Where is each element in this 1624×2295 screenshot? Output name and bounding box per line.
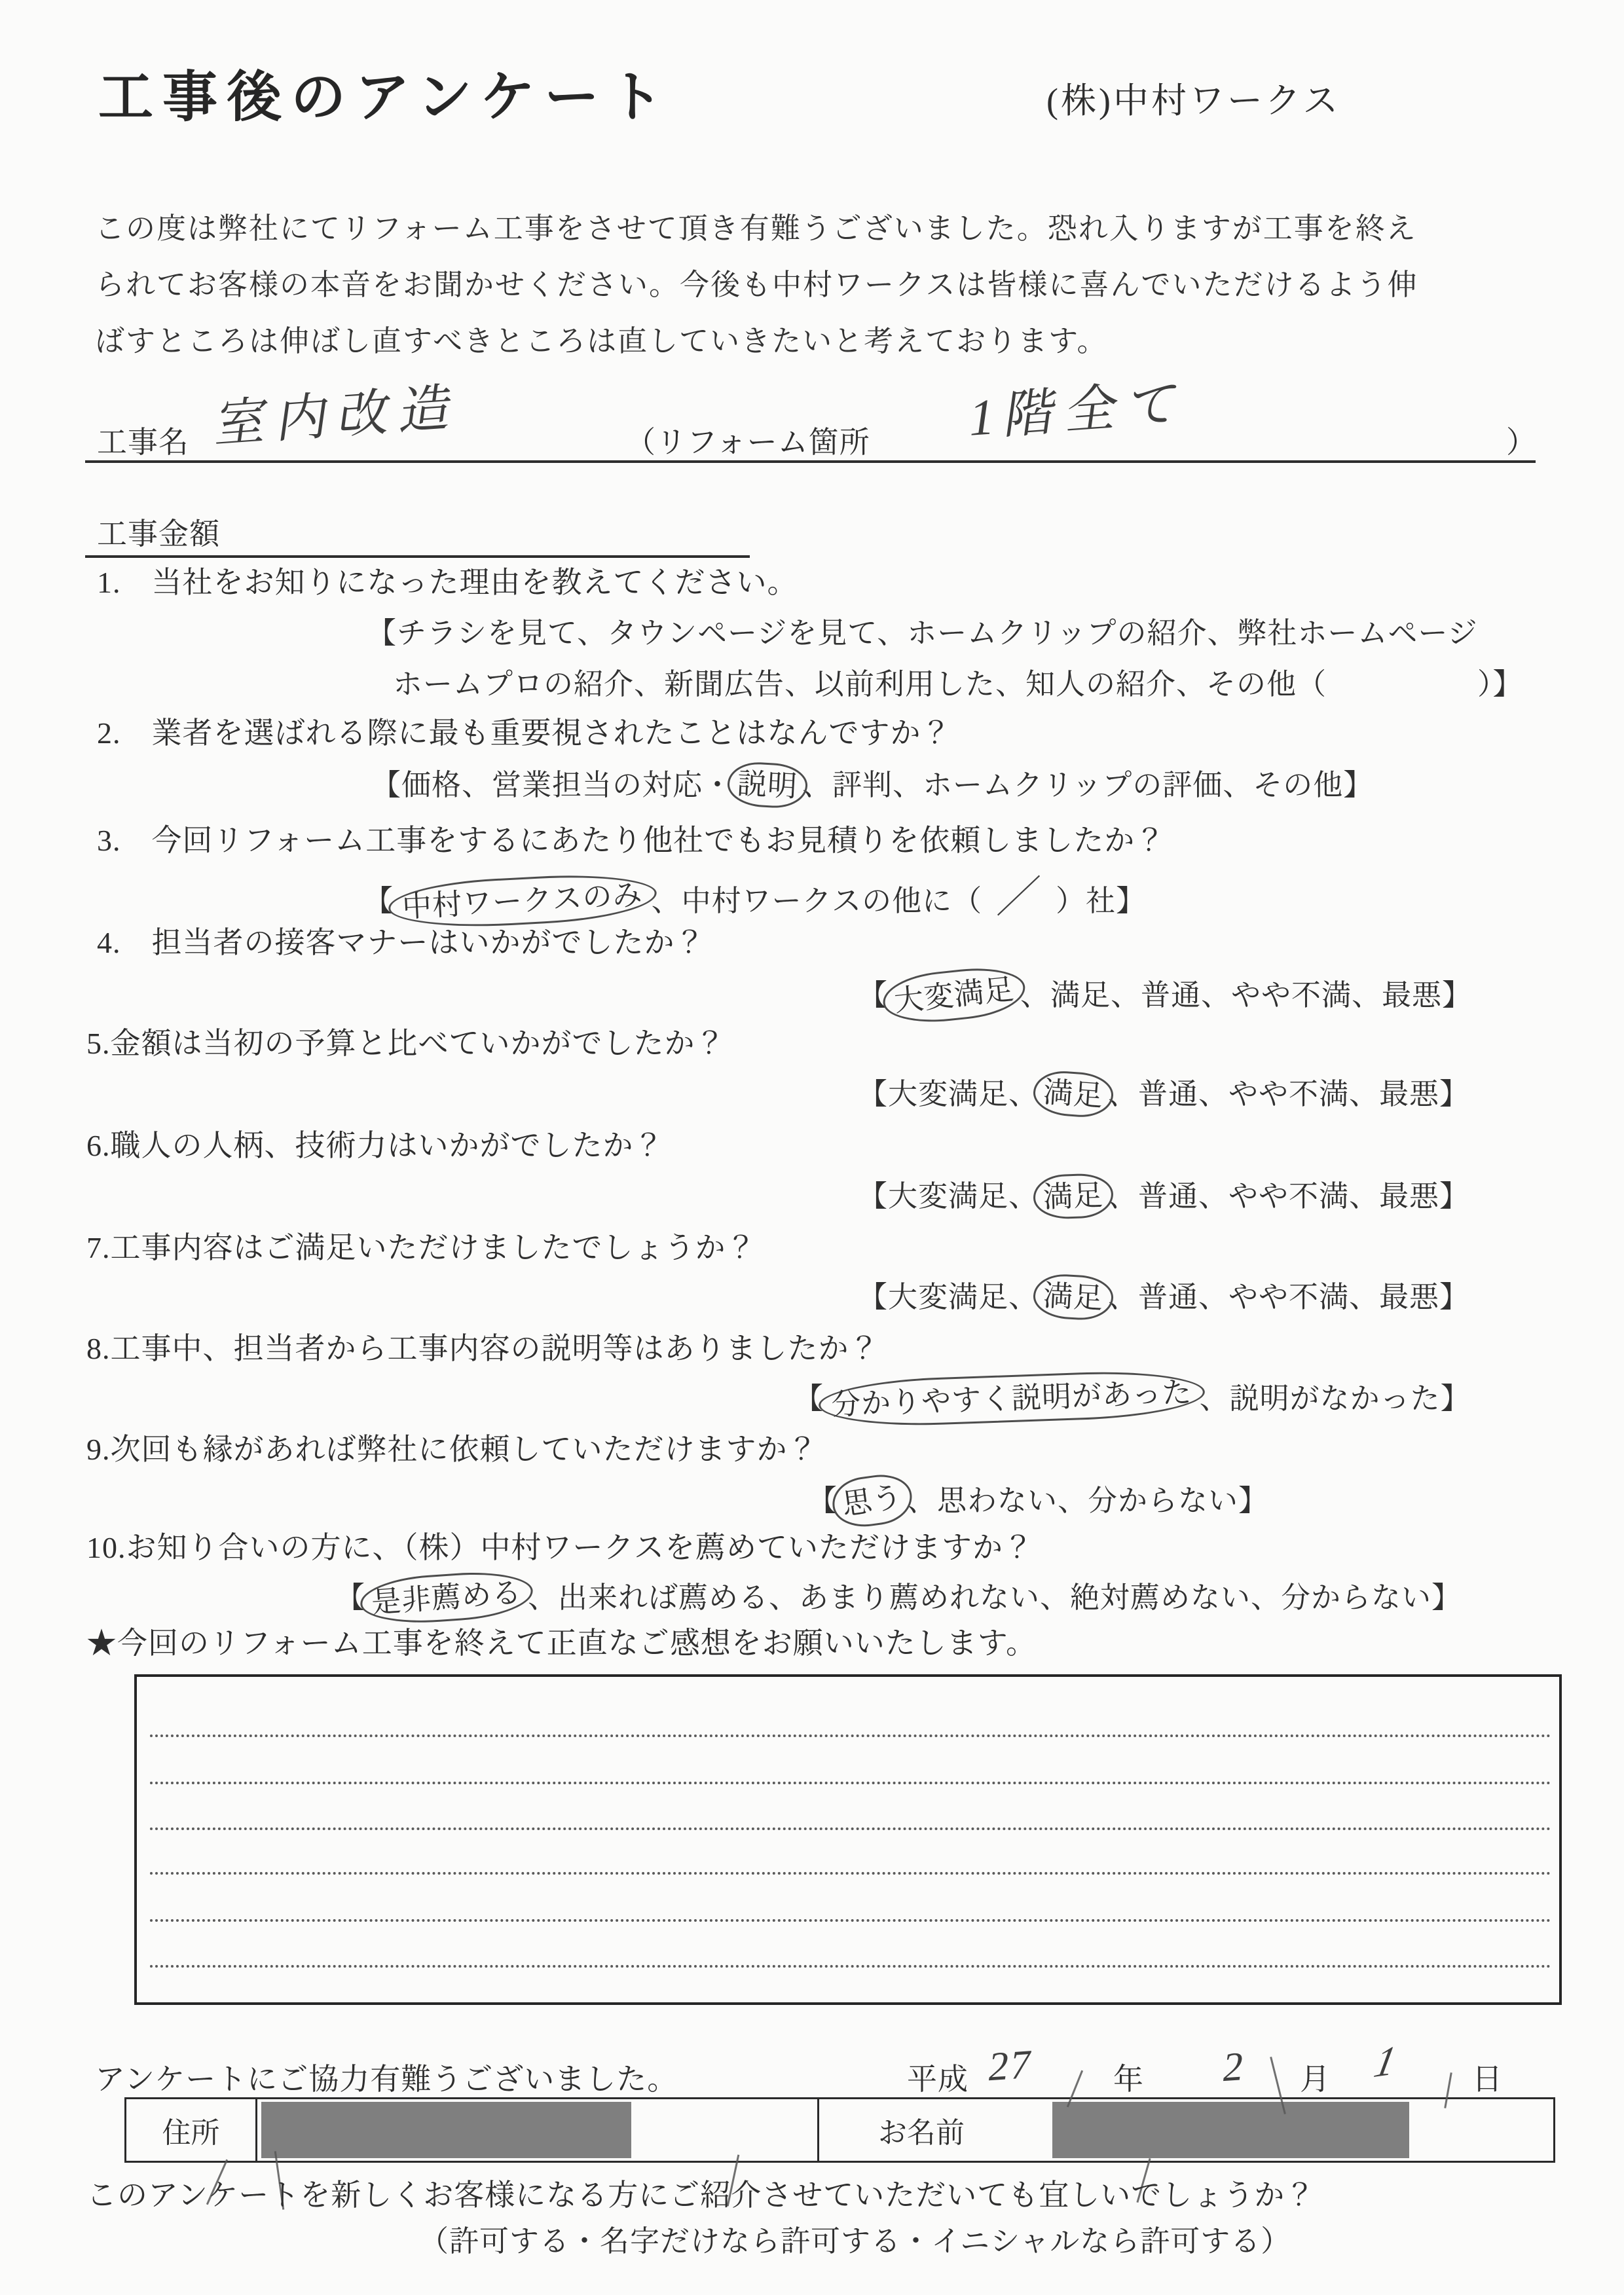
circled-option: 説明: [736, 767, 799, 803]
options-text: 【: [858, 979, 889, 1012]
handwritten-circle: [818, 1368, 1206, 1429]
reform-area-label: （リフォーム箇所: [625, 426, 870, 459]
question-7: 7.工事内容はご満足いただけましたでしょうか？: [86, 1231, 757, 1264]
options-text: 、普通、やや不満、最悪】: [1108, 1281, 1470, 1313]
question-6-options: [858, 1179, 1469, 1214]
comment-dotted-line: [150, 1872, 1551, 1875]
comment-dotted-line: [150, 1782, 1551, 1784]
question-1: 1. 当社をお知りになった理由を教えてください。: [97, 566, 798, 599]
handwritten-text: 2: [1220, 2044, 1248, 2091]
comment-dotted-line: [150, 1965, 1551, 1968]
question-10: 10.お知り合いの方に、（株）中村ワークスを薦めていただけますか？: [86, 1531, 1035, 1564]
contact-table: [124, 2097, 1555, 2163]
circled-option: 満足: [1043, 1179, 1104, 1214]
handwritten-circle: [1033, 1173, 1114, 1220]
question-10-options: [335, 1576, 1462, 1619]
free-comment-box: [134, 1674, 1562, 2005]
handwritten-text: 室内改造: [212, 378, 466, 453]
handwritten-text: 1: [1367, 2036, 1406, 2087]
handwritten-circle: [1032, 1273, 1114, 1321]
question-3: 3. 今回リフォーム工事をするにあたり他社でもお見積りを依頼しましたか？: [97, 824, 1166, 857]
comment-dotted-line: [150, 1919, 1551, 1922]
address-value-cell: [257, 2099, 817, 2161]
question-1-options-line-2: ホームプロの紹介、新聞広告、以前利用した、知人の紹介、その他（ ）】: [393, 668, 1523, 701]
question-9-options: [807, 1481, 1268, 1520]
question-9: 9.次回も縁があれば弊社に依頼していただけますか？: [86, 1433, 819, 1466]
question-7-options: [858, 1279, 1469, 1315]
options-text: 、説明がなかった】: [1199, 1382, 1471, 1415]
thanks-text: アンケートにご協力有難うございました。: [95, 2063, 678, 2096]
options-text: 【: [807, 1484, 838, 1517]
question-4-options: [858, 972, 1473, 1018]
date-month-handwriting: [1220, 2043, 1248, 2091]
date-day-handwriting: [1367, 2036, 1406, 2087]
question-5-options: [858, 1076, 1469, 1112]
handwritten-circle: [829, 1471, 915, 1531]
comment-dotted-line: [150, 1827, 1551, 1830]
name-label: お名前: [878, 2117, 965, 2149]
intro-line-2: られてお客様の本音をお聞かせください。今後も中村ワークスは皆様に喜んでいただけるよう伸: [95, 268, 1418, 301]
question-1-options-line-1: 【チラシを見て、タウンページを見て、ホームクリップの紹介、弊社ホームページ: [367, 617, 1478, 650]
intro-line-1: この度は弊社にてリフォーム工事をさせて頂き有難うございました。恐れ入りますが工事を終え: [95, 212, 1417, 245]
question-6: 6.職人の人柄、技術力はいかがでしたか？: [86, 1129, 665, 1162]
amount-label: 工事金額: [97, 517, 220, 551]
project-name-underline: [85, 460, 1536, 463]
question-2: 2. 業者を選ばれる際に最も重要視されたことはなんですか？: [97, 716, 952, 750]
comment-dotted-line: [150, 1735, 1551, 1737]
circled-option: 分かりやすく説明があった: [830, 1376, 1193, 1422]
options-text: 【: [363, 885, 394, 917]
options-text: 、満足、普通、やや不満、最悪】: [1020, 979, 1473, 1012]
question-3-options: [363, 873, 1146, 922]
date-month-label: 月: [1300, 2063, 1331, 2096]
address-label-cell: [126, 2099, 257, 2161]
options-text: 、評判、ホームクリップの評価、その他】: [802, 769, 1374, 801]
options-text: 、普通、やや不満、最悪】: [1108, 1078, 1470, 1111]
intro-line-3: ばすところは伸ばし直すべきところは直していきたいと考えております。: [95, 325, 1108, 358]
date-year-handwriting: [986, 2042, 1035, 2090]
question-2-options: [371, 767, 1373, 803]
handwritten-text: 1階全て: [965, 373, 1194, 447]
feedback-prompt: ★今回のリフォーム工事を終えて正直なご感想をお願いいたします。: [86, 1626, 1037, 1660]
circled-option: 大変満足: [892, 972, 1016, 1018]
question-5: 5.金額は当初の予算と比べていかがでしたか？: [86, 1027, 726, 1060]
address-label: 住所: [162, 2117, 220, 2149]
date-day-label: 日: [1472, 2063, 1503, 2096]
question-4: 4. 担当者の接客マナーはいかがでしたか？: [97, 926, 706, 959]
page-title: 工事後のアンケート: [98, 67, 673, 128]
options-text: 、中村ワークスの他に（: [651, 885, 983, 917]
options-text: ）社】: [1056, 885, 1147, 917]
handwritten-text: 27: [986, 2042, 1035, 2090]
question-8-options: [794, 1376, 1471, 1422]
paren-close: ）: [1506, 426, 1537, 459]
handwritten-circle: [726, 761, 808, 809]
handwritten-circle: [359, 1568, 534, 1627]
handwritten-circle: [1032, 1069, 1115, 1119]
handwritten-circle: [881, 963, 1028, 1027]
company-name: (株)中村ワークス: [1046, 81, 1341, 120]
redaction-box: [261, 2102, 631, 2158]
circled-option: 満足: [1042, 1075, 1105, 1113]
options-text: 【価格、営業担当の対応・: [371, 769, 733, 801]
circled-option: 満足: [1042, 1279, 1105, 1315]
question-8: 8.工事中、担当者から工事内容の説明等はありましたか？: [86, 1332, 880, 1365]
options-text: 【: [335, 1581, 366, 1614]
date-era: 平成: [907, 2063, 969, 2096]
circled-option: 中村ワークスのみ: [401, 878, 644, 924]
handwritten-count: ／: [995, 873, 1043, 922]
circled-option: 思う: [840, 1480, 905, 1522]
permission-options: （許可する・名字だけなら許可する・イニシャルなら許可する）: [419, 2225, 1291, 2258]
circled-option: 是非薦める: [370, 1576, 523, 1619]
options-text: 【大変満足、: [858, 1078, 1039, 1111]
project-name-handwriting: [212, 378, 466, 453]
options-text: 【大変満足、: [858, 1281, 1039, 1313]
date-year-label: 年: [1113, 2063, 1144, 2096]
handwritten-circle: [387, 870, 657, 931]
name-label-cell: [817, 2099, 1024, 2161]
project-name-label: 工事名: [97, 426, 189, 459]
options-text: 、思わない、分からない】: [907, 1484, 1269, 1517]
options-text: 、出来れば薦める、あまり薦めれない、絶対薦めない、分からない】: [528, 1581, 1462, 1614]
permission-question: このアンケートを新しくお客様になる方にご紹介させていただいても宜しいでしょうか？: [86, 2178, 1316, 2212]
name-value-cell: [1024, 2099, 1553, 2161]
options-text: 【: [794, 1382, 824, 1415]
amount-underline: [85, 555, 750, 558]
options-text: 【大変満足、: [858, 1180, 1039, 1213]
redaction-box: [1052, 2102, 1409, 2158]
options-text: 、普通、やや不満、最悪】: [1108, 1180, 1470, 1213]
reform-area-handwriting: [965, 373, 1194, 447]
